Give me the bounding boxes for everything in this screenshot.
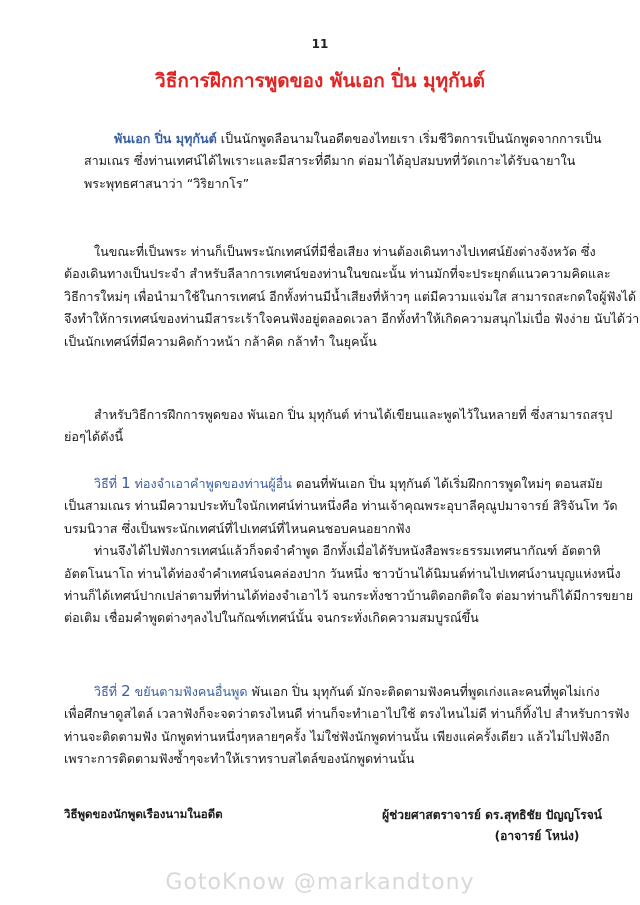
paragraph-line: ท่านก็ได้เทศน์ปากเปล่าตามที่ท่านได้ท่องจำเอาไว้ จนกระทั่งชาวบ้านติดอกติดใจ ต่อมาท่านก็ได้มีการขยาย	[64, 588, 634, 604]
page-title: วิธีการฝึกการพูดของ พันเอก ปิ่น มุทุกันต์	[155, 70, 485, 92]
method-1-section	[64, 472, 633, 630]
method-2-number: 2	[121, 682, 131, 700]
paragraph-line: เพราะการติดตามฟังซ้ำๆจะทำให้เราทราบสไตล์ของนักพูดท่านนั้น	[64, 751, 415, 767]
method-1-heading: ท่องจำเอาคำพูดของท่านผู้อื่น	[130, 476, 292, 491]
watermark: GotoKnow @markandtony	[165, 870, 475, 895]
paragraph-line: เป็นสามเณร ท่านมีความประทับใจนักเทศน์ท่านหนึ่งคือ ท่านเจ้าคุณพระอุบาลีคุณูปมาจารย์ สิริจันโท วัด	[64, 498, 618, 514]
career-paragraph	[64, 241, 639, 353]
subject-name: พันเอก ปิ่น มุทุกันต์	[114, 131, 217, 146]
paragraph-line: เป็นนักเทศน์ที่มีความคิดก้าวหน้า กล้าคิด กล้าทำ ในยุคนั้น	[64, 333, 377, 349]
method-2-label: วิธีที่	[94, 684, 122, 699]
author-block	[382, 805, 602, 847]
method-2-text: พันเอก ปิ่น มุทุกันต์ มักจะติดตามฟังคนที่พูดเก่งและคนที่พูดไม่เก่ง	[247, 684, 600, 699]
method-1-line-1	[64, 472, 633, 495]
paragraph-line: สำหรับวิธีการฝึกการพูดของ พันเอก ปิ่น มุทุกันต์ ท่านได้เขียนและพูดไว้ในหลายที่ ซึ่งสามารถสรุป	[94, 407, 613, 422]
paragraph-line: วิธีการใหม่ๆ เพื่อนำมาใช้ในการเทศน์ อีกทั้งท่านมีน้ำเสียงที่ห้าวๆ แต่มีความแจ่มใส สามารถสะกดใจผู้ฟังได้	[64, 288, 637, 304]
intro-paragraph	[84, 128, 602, 195]
paragraph-line: อัตตโนนาโถ ท่านได้ท่องจำคำเทศน์จนคล่องปาก วันหนึ่ง ชาวบ้านได้นิมนต์ท่านไปเทศน์งานบุญแห่งหนึ่ง	[64, 565, 621, 581]
paragraph-line: ต้องเดินทางเป็นประจำ สำหรับลีลาการเทศน์ของท่านในขณะนั้น ท่านมักที่จะประยุกต์แนวความคิดและ	[64, 266, 611, 282]
paragraph-line: เพื่อศึกษาดูสไตล์ เวลาฟังก็จะจดว่าตรงไหนดี ท่านก็จะทำเอาไปใช้ ตรงไหนไม่ดี ท่านก็ทิ้งไป สำหรับการฟัง	[64, 706, 630, 722]
paragraph-line: ในขณะที่เป็นพระ ท่านก็เป็นพระนักเทศน์ที่มีชื่อเสียง ท่านต้องเดินทางไปเทศน์ยังต่างจังหวัด ซึ่ง	[94, 244, 596, 259]
intro-line-3: พระพุทธศาสนาว่า “วิริยากโร”	[84, 175, 250, 191]
intro-line-1	[84, 128, 602, 150]
method-1-number: 1	[121, 474, 131, 492]
author-name: ผู้ช่วยศาสตราจารย์ ดร.สุทธิชัย ปัญญโรจน์	[382, 808, 602, 822]
paragraph-line: ท่านจะติดตามฟัง นักพูดท่านหนึ่งๆหลายๆครั้ง ไม่ใช่ฟังนักพูดท่านนั้น เพียงแค่ครั้งเดียว แล้วไม่ไปฟังอีก	[64, 728, 610, 744]
method-1-label: วิธีที่	[94, 476, 122, 491]
method-2-section	[64, 680, 629, 771]
paragraph-line: ต่อเติม เชื่อมคำพูดต่างๆลงไปในกัณฑ์เทศน์นั้น จนกระทั่งเกิดความสมบูรณ์ขึ้น	[64, 610, 479, 626]
paragraph-line: บรมนิวาส ซึ่งเป็นพระนักเทศน์ที่ไปเทศน์ที่ไหนคนชอบคนอยากฟัง	[64, 520, 411, 536]
method-1-text: ตอนที่พันเอก ปิ่น มุทุกันต์ ได้เริ่มฝึกการพูดใหม่ๆ ตอนสมัย	[291, 476, 603, 491]
page-number: 11	[311, 37, 329, 51]
methods-intro-paragraph	[64, 404, 612, 449]
method-2-line-1	[64, 680, 629, 703]
paragraph-line: ท่านจึงได้ไปฟังการเทศน์แล้วก็จดจำคำพูด อีกทั้งเมื่อได้รับหนังสือพระธรรมเทศนากัณฑ์ อัตตาหิ	[94, 543, 601, 559]
intro-text: เป็นนักพูดลือนามในอดีตของไทยเรา เริ่มชีวิตการเป็นนักพูดจากการเป็น	[216, 131, 602, 146]
paragraph-line: จึงทำให้การเทศน์ของท่านมีสาระเร้าใจคนฟังอยู่ตลอดเวลา อีกทั้งทำให้เกิดความสนุกไม่เบื่อ ฟังง่าย นับได้ว่า	[64, 311, 640, 327]
paragraph-line: ย่อๆได้ดังนี้	[64, 429, 124, 445]
intro-line-2: สามเณร ซึ่งท่านเทศน์ได้ไพเราะและมีสาระที่ดีมาก ต่อมาได้อุปสมบทที่วัดเกาะได้รับฉายาใน	[84, 153, 576, 169]
author-alias: (อาจารย์ โหน่ง)	[494, 829, 580, 843]
method-2-heading: ขยันตามฟังคนอื่นพูด	[130, 684, 248, 699]
source-reference: วิธีพูดของนักพูดเรืองนามในอดีต	[64, 807, 223, 821]
